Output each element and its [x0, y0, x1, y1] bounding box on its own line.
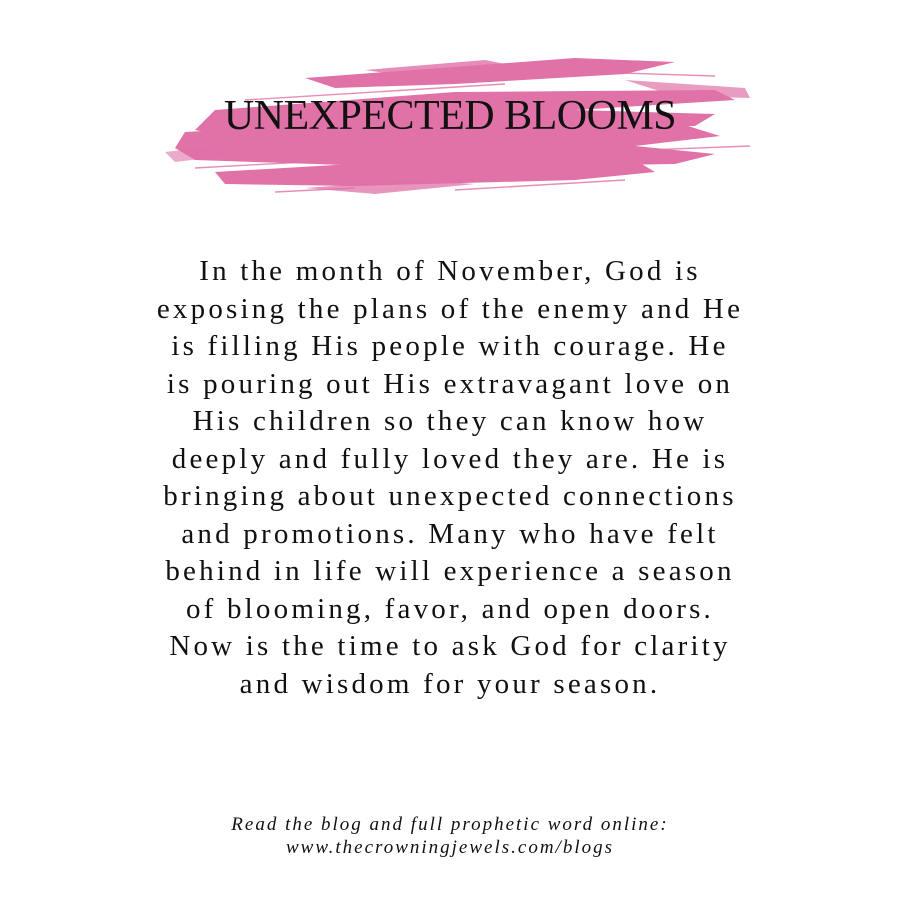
body-line: Now is the time to ask God for clarity: [169, 630, 731, 662]
body-line: His children so they can know how: [192, 405, 708, 437]
footer-caption: Read the blog and full prophetic word online:: [231, 814, 669, 835]
body-line: is filling His people with courage. He: [171, 330, 729, 362]
body-line: exposing the plans of the enemy and He: [156, 292, 744, 325]
body-line: behind in life will experience a season: [165, 555, 735, 587]
body-line: bringing about unexpected connections: [163, 480, 737, 512]
body-line: In the month of November, God is: [199, 255, 701, 287]
body-line: is pouring out His extravagant love on: [166, 367, 734, 400]
body-paragraph: [70, 253, 830, 703]
footer-note: [0, 813, 900, 859]
page-title: UNEXPECTED BLOOMS: [223, 93, 677, 139]
footer-url: www.thecrowningjewels.com/blogs: [286, 837, 614, 858]
body-line: and wisdom for your season.: [239, 667, 661, 700]
body-line: deeply and fully loved they are. He is: [171, 442, 729, 475]
body-line: of blooming, favor, and open doors.: [185, 592, 715, 625]
body-line: and promotions. Many who have felt: [181, 517, 719, 550]
